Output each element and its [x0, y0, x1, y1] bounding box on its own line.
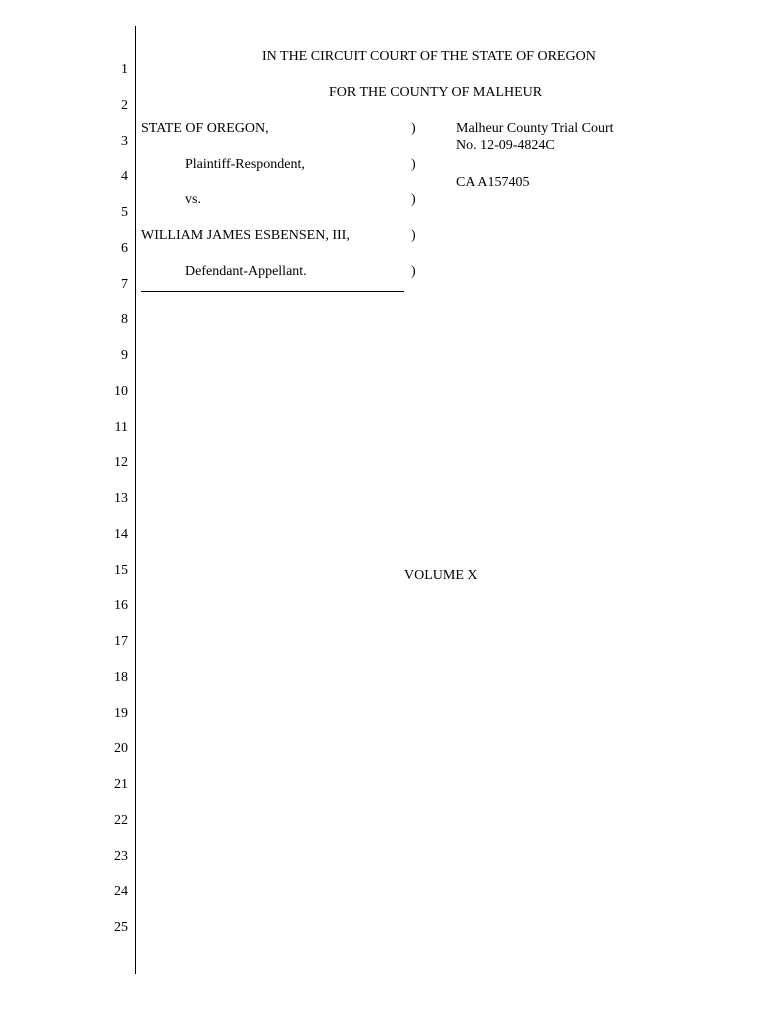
line-number: 21 [114, 777, 128, 792]
plaintiff-name: STATE OF OREGON, [141, 121, 269, 136]
caption-paren: ) [411, 192, 416, 207]
line-number: 3 [121, 133, 128, 149]
line-number: 8 [121, 312, 128, 328]
volume-label: VOLUME X [404, 568, 478, 583]
line-number: 16 [114, 598, 128, 614]
trial-case-number: No. 12-09-4824C [456, 138, 555, 153]
line-number: 23 [114, 848, 128, 864]
line-number: 5 [121, 205, 128, 220]
line-number: 25 [114, 920, 128, 935]
line-number: 19 [114, 705, 128, 721]
appeal-case-number: CA A157405 [456, 175, 530, 190]
caption-paren: ) [411, 157, 416, 172]
line-number: 17 [114, 634, 128, 649]
line-number: 7 [121, 276, 128, 292]
plaintiff-role: Plaintiff-Respondent, [185, 157, 305, 172]
line-number: 2 [121, 97, 128, 113]
caption-paren: ) [411, 228, 416, 243]
line-number: 6 [121, 240, 128, 256]
line-number: 9 [121, 348, 128, 363]
line-number: 1 [121, 62, 128, 77]
county-heading: FOR THE COUNTY OF MALHEUR [329, 85, 543, 100]
line-number: 24 [114, 884, 128, 900]
court-heading: IN THE CIRCUIT COURT OF THE STATE OF OREGON [262, 49, 596, 64]
line-number: 22 [114, 812, 128, 828]
line-number: 18 [114, 669, 128, 685]
line-number: 14 [114, 526, 128, 542]
caption-paren: ) [411, 121, 416, 136]
versus-label: vs. [185, 192, 201, 207]
line-number: 15 [114, 562, 128, 578]
line-number: 13 [114, 491, 128, 506]
trial-court-name: Malheur County Trial Court [456, 121, 614, 136]
caption-paren: ) [411, 264, 416, 279]
line-number: 10 [114, 383, 128, 399]
defendant-role: Defendant-Appellant. [185, 264, 307, 279]
line-number: 12 [114, 455, 128, 471]
line-number: 4 [121, 169, 128, 185]
defendant-name: WILLIAM JAMES ESBENSEN, III, [141, 228, 350, 243]
caption-underline [141, 291, 404, 292]
line-number: 20 [114, 741, 128, 757]
line-number: 11 [114, 419, 128, 435]
left-margin-rule [135, 26, 136, 974]
